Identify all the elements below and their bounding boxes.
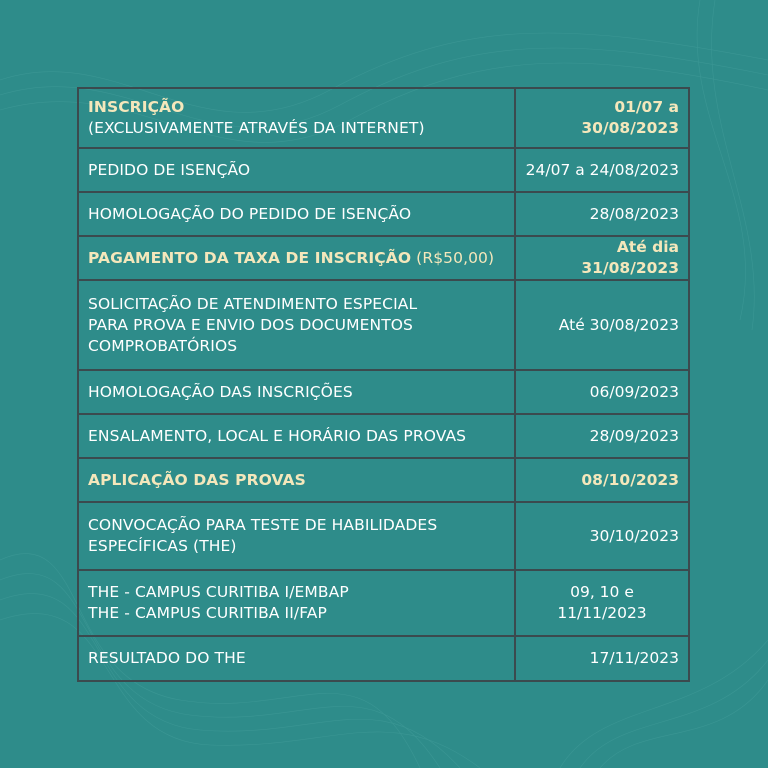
event-cell [78, 280, 515, 370]
date-cell: Até 30/08/2023 [515, 280, 689, 370]
table-row [78, 458, 689, 502]
event-line: THE - CAMPUS CURITIBA II/FAP [88, 604, 327, 622]
date-cell: 08/10/2023 [515, 458, 689, 502]
date-cell: 09, 10 e 11/11/2023 [515, 570, 689, 636]
table-row [78, 570, 689, 636]
event-cell: ENSALAMENTO, LOCAL E HORÁRIO DAS PROVAS [78, 414, 515, 458]
event-cell [78, 236, 515, 280]
event-line: SOLICITAÇÃO DE ATENDIMENTO ESPECIAL [88, 294, 418, 313]
table-row [78, 280, 689, 370]
event-title: PAGAMENTO DA TAXA DE INSCRIÇÃO [88, 248, 412, 267]
event-cell [78, 88, 515, 148]
table-row [78, 192, 689, 236]
event-line: THE - CAMPUS CURITIBA I/EMBAP [88, 583, 349, 601]
date-cell: 24/07 a 24/08/2023 [515, 148, 689, 192]
date-cell: 01/07 a 30/08/2023 [515, 88, 689, 148]
date-cell: 30/10/2023 [515, 502, 689, 570]
table-row [78, 88, 689, 148]
event-title: INSCRIÇÃO [88, 98, 185, 116]
event-line: PARA PROVA E ENVIO DOS DOCUMENTOS [88, 315, 414, 334]
event-cell: APLICAÇÃO DAS PROVAS [78, 458, 515, 502]
event-cell: PEDIDO DE ISENÇÃO [78, 148, 515, 192]
table-row [78, 414, 689, 458]
table-row [78, 370, 689, 414]
date-cell: 17/11/2023 [515, 636, 689, 681]
table-row [78, 236, 689, 280]
event-cell [78, 502, 515, 570]
event-cell: HOMOLOGAÇÃO DO PEDIDO DE ISENÇÃO [78, 192, 515, 236]
schedule-table [77, 87, 690, 682]
event-fee: (R$50,00) [416, 248, 495, 267]
event-cell: HOMOLOGAÇÃO DAS INSCRIÇÕES [78, 370, 515, 414]
table-row [78, 636, 689, 681]
table-row [78, 502, 689, 570]
table-row [78, 148, 689, 192]
event-line: COMPROBATÓRIOS [88, 336, 238, 355]
date-cell: 28/08/2023 [515, 192, 689, 236]
event-subtitle: (EXCLUSIVAMENTE ATRAVÉS DA INTERNET) [88, 119, 425, 137]
date-cell: 06/09/2023 [515, 370, 689, 414]
event-line: CONVOCAÇÃO PARA TESTE DE HABILIDADES [88, 516, 438, 534]
event-cell: RESULTADO DO THE [78, 636, 515, 681]
event-cell [78, 570, 515, 636]
event-line: ESPECÍFICAS (THE) [88, 537, 237, 555]
date-cell: 28/09/2023 [515, 414, 689, 458]
date-cell: Até dia 31/08/2023 [515, 236, 689, 280]
